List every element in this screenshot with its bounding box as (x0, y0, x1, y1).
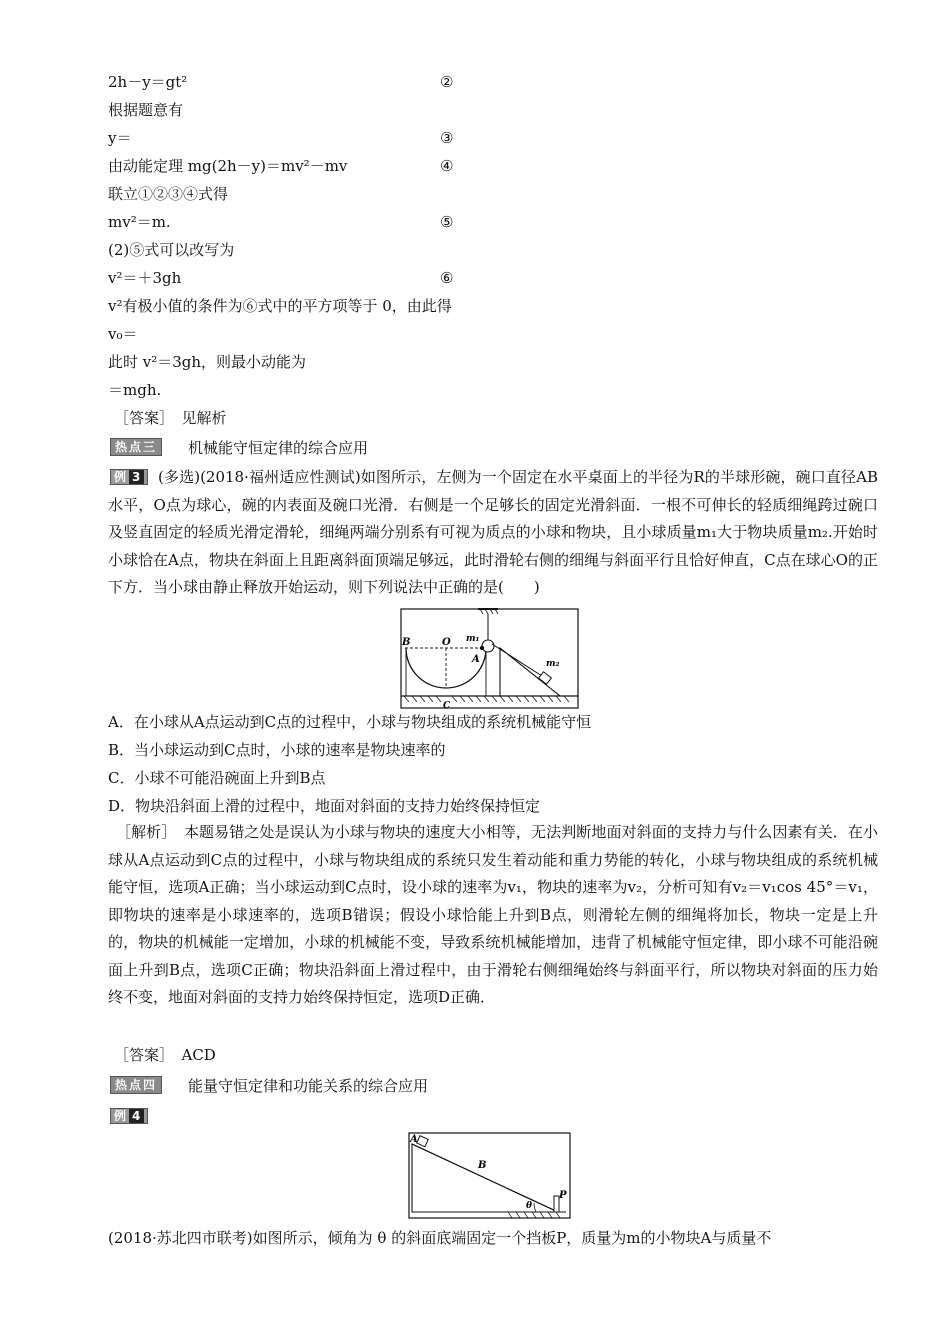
example-number: 4 (129, 1109, 144, 1123)
hotspot-tag: 热点四 (110, 1076, 162, 1094)
figure-label-m1: m₁ (466, 634, 480, 644)
option-c: C．小球不可能沿碗面上升到B点 (108, 769, 326, 787)
text-line: v²有极小值的条件为⑥式中的平方项等于 0，由此得 (108, 297, 452, 315)
text-line: (2)⑤式可以改写为 (108, 241, 235, 259)
incline-spring-figure (408, 1132, 572, 1220)
equation-line-4: 由动能定理 mg(2h－y)＝mv²－mv (108, 157, 348, 175)
answer-line: ［答案］ 见解析 (114, 409, 227, 427)
text-line: 联立①②③④式得 (108, 185, 229, 203)
figure-label-B: B (402, 637, 411, 648)
equation-line-6: v²＝＋3gh (108, 269, 182, 287)
example-3-analysis: ［解析］ 本题易错之处是误认为小球与物块的速度大小相等，无法判断地面对斜面的支持力与什么因素有关．在小球从A点运动到C点的过程中，小球与物块组成的系统只发生着动能和重力势能的转化，小球与物块组成的系统机械能守恒，选项A正确；当小球运动到C点时，设小球的速率为v₁，物块的速率为v₂，分析可知有v₂＝v₁cos 45°＝v₁，即物块的速率是小球速率的，选项B错误；假设小球恰能上升到B点，则滑轮左侧的细绳将加长，物块一定是上升的，物块的机械能一定增加，小球的机械能不变，导致系统机械能增加，违背了机械能守恒定律，即小球不可能沿碗面上升到B点，选项C正确；物块沿斜面上滑过程中，由于滑轮右侧细绳始终与斜面平行，所以物块对斜面的压力始终不变，地面对斜面的支持力始终保持恒定，选项D正确． (108, 823, 878, 1006)
option-b: B．当小球运动到C点时，小球的速率是物块速率的 (108, 741, 446, 759)
text-line: v₀＝ (108, 325, 138, 343)
equation-line-2: 2h－y＝gt² (108, 73, 188, 91)
equation-mark: ② (440, 73, 454, 91)
example-label: 例 (114, 1109, 128, 1123)
figure-label-C: C (443, 701, 451, 710)
equation-mark: ⑤ (440, 213, 454, 231)
example-4-stem: (2018·苏北四市联考)如图所示，倾角为 θ 的斜面底端固定一个挡板P，质量为m的小物块A与质量不 (108, 1229, 772, 1247)
figure-label-P: P (559, 1190, 567, 1201)
figure-label-A: A (410, 1134, 418, 1145)
figure-label-m2: m₂ (546, 659, 560, 669)
bowl-incline-figure (400, 608, 580, 710)
text-line: 根据题意有 (108, 101, 184, 119)
equation-mark: ③ (440, 129, 454, 147)
text-line: 此时 v²＝3gh，则最小动能为 (108, 353, 307, 371)
example-number: 3 (129, 470, 144, 484)
option-d: D．物块沿斜面上滑的过程中，地面对斜面的支持力始终保持恒定 (108, 797, 541, 815)
example-label: 例 (114, 470, 128, 484)
figure-label-O: O (442, 637, 451, 648)
equation-line-3: y＝ (108, 129, 132, 147)
equation-line-5: mv²＝m. (108, 213, 171, 231)
text-line: ＝mgh. (108, 381, 162, 399)
example-tag (110, 1108, 148, 1124)
answer-line: ［答案］ ACD (114, 1046, 216, 1064)
equation-mark: ⑥ (440, 269, 454, 287)
option-a: A．在小球从A点运动到C点的过程中，小球与物块组成的系统机械能守恒 (108, 713, 592, 731)
equation-mark: ④ (440, 157, 454, 175)
figure-label-theta: θ (526, 1201, 533, 1211)
section-title: 机械能守恒定律的综合应用 (188, 439, 369, 457)
figure-label-B: B (478, 1160, 487, 1171)
section-title: 能量守恒定律和功能关系的综合应用 (188, 1077, 429, 1095)
example-3-stem: (多选)(2018·福州适应性测试)如图所示，左侧为一个固定在水平桌面上的半径为R的半球形碗，碗口直径AB水平，O点为球心，碗的内表面及碗口光滑．右侧是一个足够长的固定光滑斜面．一根不可伸长的轻质细绳跨过碗口及竖直固定的轻质光滑定滑轮，细绳两端分别系有可视为质点的小球和物块，且小球质量m₁大于物块质量m₂.开始时小球恰在A点，物块在斜面上且距离斜面顶端足够远，此时滑轮右侧的细绳与斜面平行且恰好伸直，C点在球心O的正下方．当小球由静止释放开始运动，则下列说法中正确的是( ) (108, 468, 878, 596)
figure-label-A: A (472, 654, 480, 665)
hotspot-tag: 热点三 (110, 438, 162, 456)
